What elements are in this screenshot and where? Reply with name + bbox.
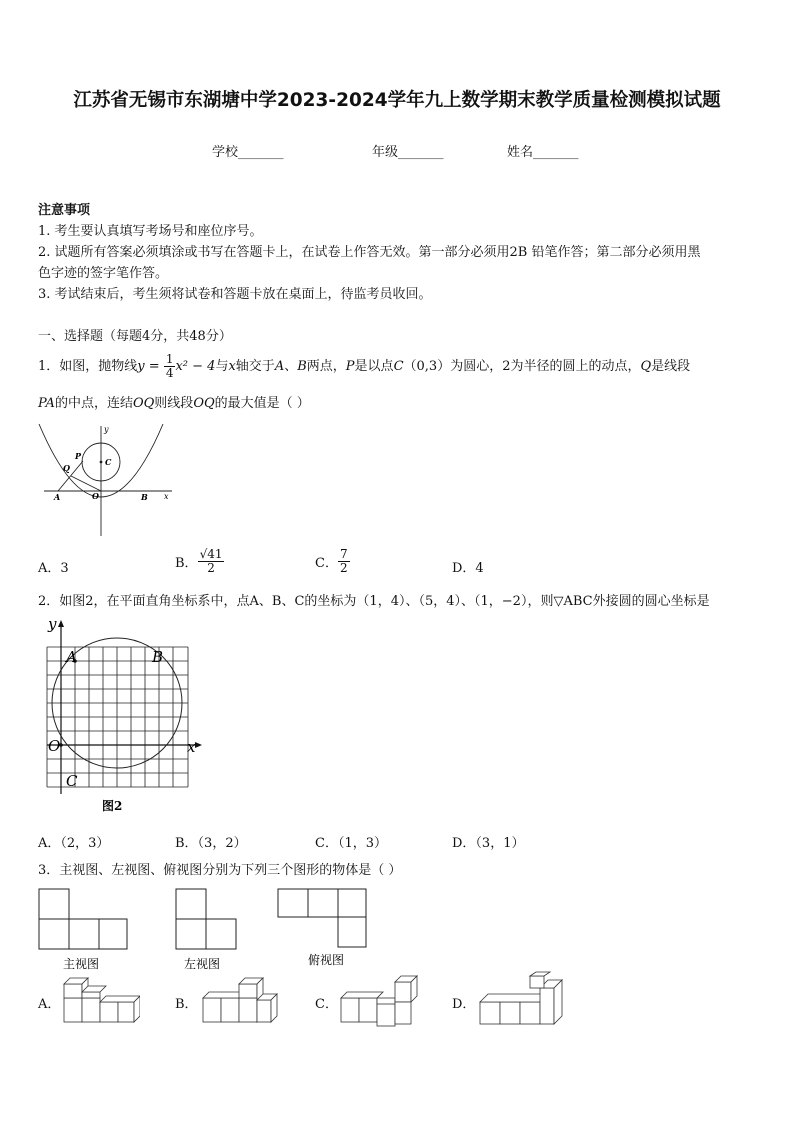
q2-fig-c: C [66,772,78,790]
q1-text2: 轴交于 [235,359,275,374]
q1-option-c-den: 2 [339,561,348,575]
q1-point-p: P [345,359,355,374]
q2-option-a: A．（2，3） [38,836,110,851]
q1-fig-a: A [54,492,61,502]
q3-option-a-solid [60,970,140,1028]
q2-fig-caption: 图2 [102,799,123,813]
q3-option-a-label: A． [38,997,61,1012]
q3-option-b-solid [200,974,280,1028]
name-field: 姓名_______ [507,145,579,160]
grade-field: 年级_______ [372,145,444,160]
q1-text3: 两点， [306,359,346,374]
q1-fig-y: y [104,425,109,434]
q1-text4: 是以点 [354,359,394,374]
q1-fig-x: x [164,492,169,501]
q1-segment-oq-2: OQ [193,396,215,411]
q1-option-b-label: B． [175,556,198,571]
q2-option-c: C．（1，3） [315,836,387,851]
q1-fig-c: C [105,457,112,467]
q1-sep1: 、 [284,359,298,374]
q1-text6: 是线段 [651,359,691,374]
q1-fig-p: P [75,451,82,461]
q3-front-view [39,889,127,949]
q3-left-view [176,889,236,949]
q3-option-b-label: B． [175,997,198,1012]
question-1-line-2 [38,394,310,414]
question-3-text: 3．主视图、左视图、俯视图分别为下列三个图形的物体是（ ） [38,863,402,878]
q1-text1: 与 [215,359,229,374]
q3-view-label-front: 主视图 [63,957,100,971]
q1-option-b-frac [198,548,225,575]
q3-option-d-label: D． [452,997,476,1012]
q3-views-figure [36,886,376,976]
q1-fig-q: Q [63,463,70,473]
q2-grid-figure [36,614,206,814]
q2-x-arrow [195,742,202,748]
q1-fraction [164,353,176,380]
q2-fig-b: B [152,648,164,666]
q1-parabola-figure [36,420,176,540]
notice-heading: 注意事项 [38,203,91,218]
q1-segment-pa-line [58,461,83,491]
q1-option-d: D．4 [452,561,484,576]
q1-point-q: Q [640,359,652,374]
q1-option-b-den: 2 [207,561,215,575]
q1-segment-pa: PA [38,396,55,411]
q1-text5: （0,3）为圆心，2为半径的圆上的动点， [403,359,641,374]
q1-point-b: B [297,359,307,374]
q1-frac-num: 1 [165,352,174,366]
q3-view-label-left: 左视图 [184,957,221,971]
q1-formula-rest: x² − 4 [175,359,216,374]
q1-segment-oq-line [71,476,101,491]
q2-y-arrow [58,620,64,627]
q1-prefix: 1．如图，抛物线 [38,359,138,374]
q1-fig-o: O [92,491,99,501]
q1-option-c-label: C． [315,556,338,571]
q1-y-var: y [137,359,145,374]
q3-option-c-solid [338,972,418,1028]
q2-option-b: B．（3，2） [175,836,247,851]
q1-point-a: A [274,359,285,374]
q1-segment-oq: OQ [132,396,155,411]
q1-center-dot [100,461,103,464]
page-title: 江苏省无锡市东湖塘中学2023-2024学年九上数学期末教学质量检测模拟试题 [73,90,721,111]
q2-fig-y: y [48,615,57,633]
q1-fig-b: B [141,492,148,502]
q1-line2-text2: 则线段 [154,396,194,411]
question-1-line-1 [38,350,690,384]
q3-option-d-solid [476,970,566,1028]
q1-line2-text3: 的最大值是（ ） [214,396,310,411]
q3-option-c-label: C． [315,997,338,1012]
q2-grid-lines [47,647,188,787]
section-heading: 一、选择题（每题4分，共48分） [38,329,232,344]
q1-option-c [315,548,350,575]
q2-fig-o: O [48,737,61,755]
notice-item-2-cont: 色字迹的签字笔作答。 [38,266,169,281]
q1-option-b-num: √41 [199,547,223,561]
question-2-text: 2．如图2，在平面直角坐标系中，点A、B、C的坐标为（1，4）、（5，4）、（1，−2），则▽ABC外接圆的圆心坐标是 [38,594,710,609]
q1-frac-den: 4 [165,366,174,380]
q1-option-c-frac [338,548,350,575]
q1-option-c-num: 7 [339,547,348,561]
notice-item-3: 3. 考试结束后，考生须将试卷和答题卡放在桌面上，待监考员收回。 [38,287,432,302]
q3-view-label-top: 俯视图 [308,953,345,967]
q1-line2-text1: 的中点，连结 [54,396,133,411]
q1-option-b [175,548,224,575]
notice-item-2: 2. 试题所有答案必须填涂或书写在答题卡上，在试卷上作答无效。第一部分必须用2B 铅笔作答；第二部分必须用黑 [38,245,701,260]
notice-item-1: 1. 考生要认真填写考场号和座位序号。 [38,224,263,239]
q1-x-var: x [228,359,236,374]
q1-option-a: A．3 [38,561,69,576]
q2-option-d: D．（3，1） [452,836,525,851]
q2-fig-a: A [66,648,77,666]
q1-point-c: C [393,359,404,374]
q3-top-view [278,889,366,947]
q2-fig-x: x [187,738,196,756]
q1-eq: = [144,359,164,374]
school-field: 学校_______ [212,145,284,160]
